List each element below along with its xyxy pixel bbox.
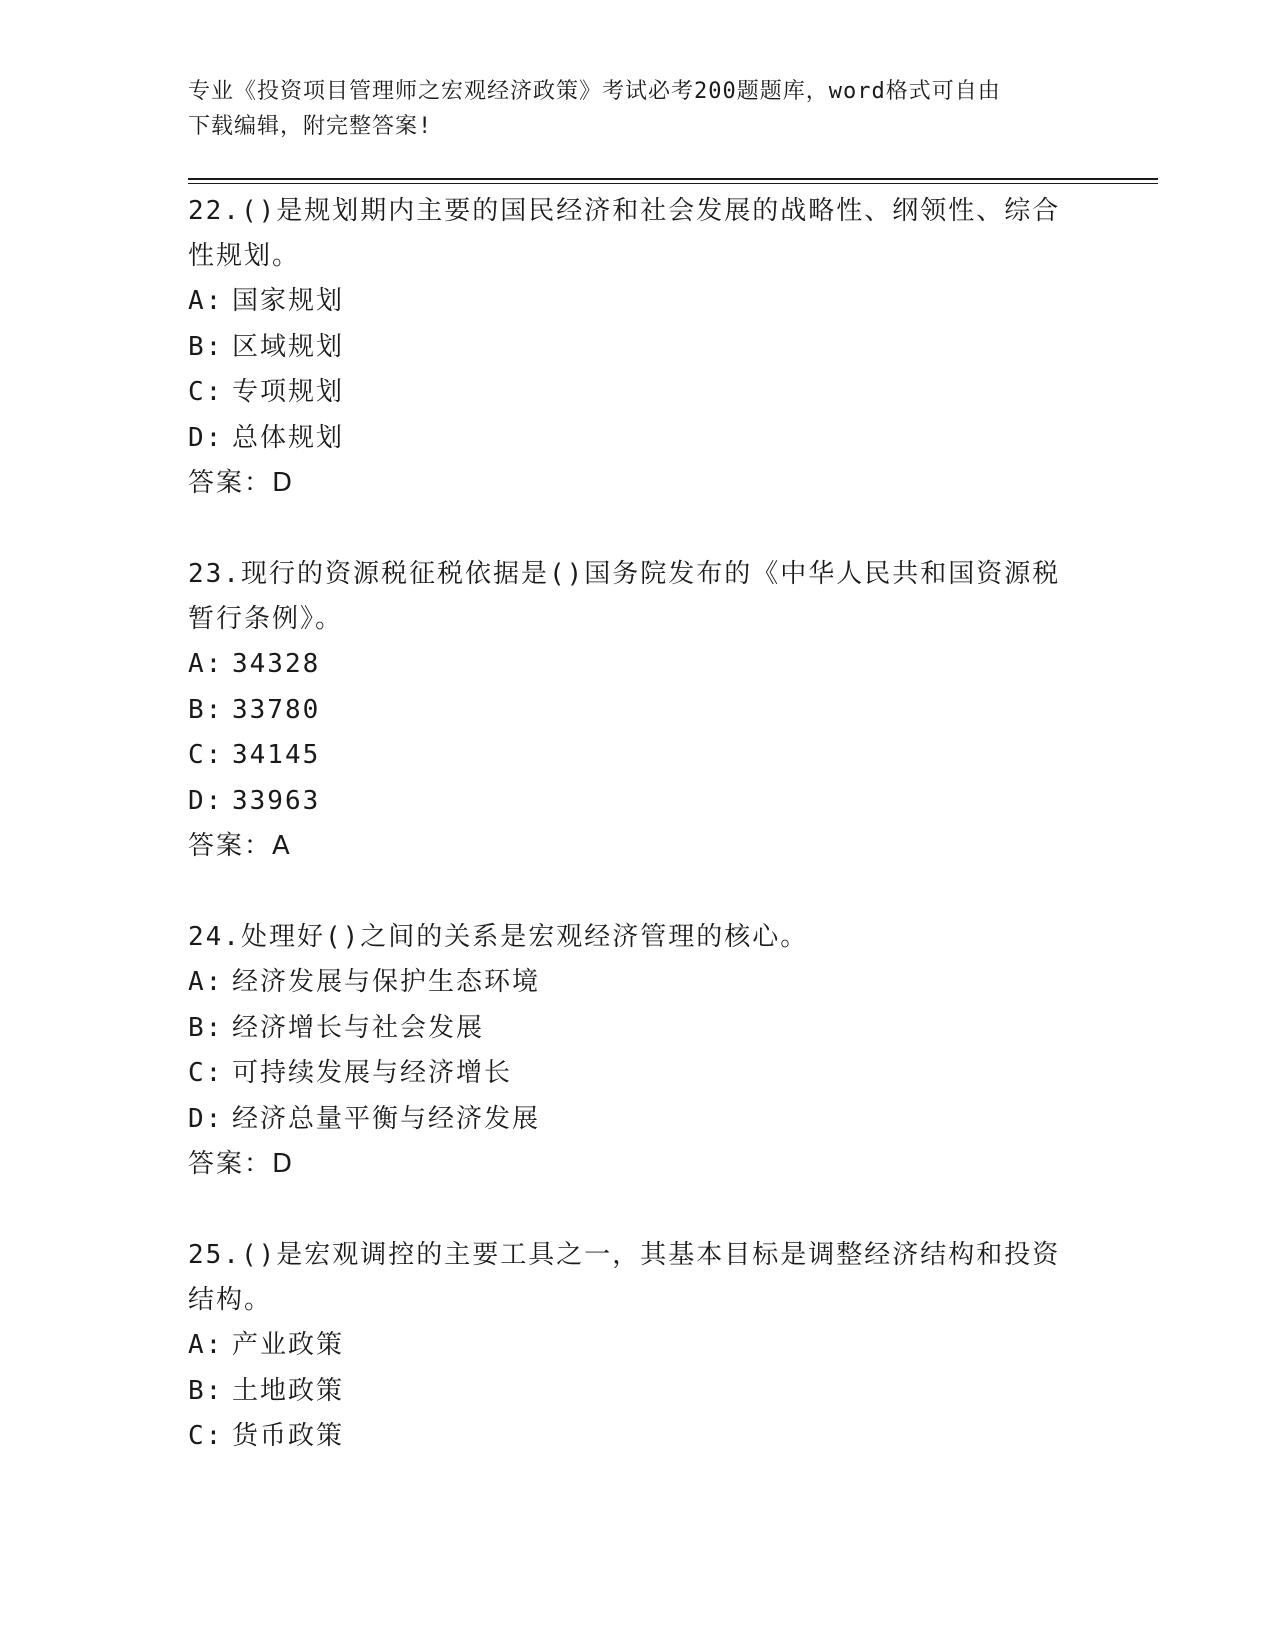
question-22 [188, 189, 1088, 507]
question-stem-line: 22.()是规划期内主要的国民经济和社会发展的战略性、纲领性、综合 [188, 196, 1061, 226]
option-a [188, 642, 1088, 688]
option-text: 专项规划 [232, 377, 345, 407]
question-stem-line: 24.处理好()之间的关系是宏观经济管理的核心。 [188, 922, 809, 952]
option-text: 总体规划 [232, 422, 345, 453]
option-text: 产业政策 [232, 1330, 345, 1360]
header-line-2: 下载编辑，附完整答案! [188, 114, 433, 139]
question-stem [188, 1233, 1088, 1323]
option-d [188, 779, 1088, 825]
option-d [188, 1097, 1088, 1143]
document-page [188, 0, 1158, 1650]
option-letter: B: [188, 1375, 224, 1406]
option-d [188, 416, 1088, 462]
option-text: 经济总量平衡与经济发展 [232, 1103, 541, 1134]
option-text: 土地政策 [232, 1375, 345, 1406]
option-c [188, 1414, 1088, 1460]
option-letter: C: [188, 377, 224, 407]
answer-line: 答案：A [188, 831, 292, 861]
option-letter: C: [188, 1058, 224, 1088]
question-24 [188, 915, 1088, 1188]
option-letter: A: [188, 286, 224, 316]
option-b [188, 1369, 1088, 1415]
option-letter: B: [188, 331, 224, 362]
question-stem-line: 结构。 [188, 1285, 273, 1315]
option-text: 可持续发展与经济增长 [232, 1058, 513, 1088]
header-divider-thick [188, 178, 1158, 180]
option-text: 经济增长与社会发展 [232, 1012, 485, 1043]
option-b [188, 688, 1088, 734]
option-c [188, 733, 1088, 779]
option-letter: A: [188, 1330, 224, 1360]
answer-line: 答案：D [188, 1149, 295, 1179]
option-letter: A: [188, 649, 224, 679]
option-letter: C: [188, 740, 224, 770]
answer-line: 答案：D [188, 468, 295, 498]
option-text: 33780 [232, 694, 321, 725]
question-stem-line: 性规划。 [188, 241, 301, 271]
question-stem [188, 189, 1088, 279]
document-header [188, 74, 1088, 144]
option-letter: D: [188, 1103, 224, 1134]
option-letter: A: [188, 967, 224, 997]
option-letter: D: [188, 785, 224, 816]
option-a [188, 279, 1088, 325]
question-stem-line: 23.现行的资源税征税依据是()国务院发布的《中华人民共和国资源税 [188, 559, 1061, 589]
question-23 [188, 552, 1088, 870]
option-c [188, 370, 1088, 416]
question-stem-line: 25.()是宏观调控的主要工具之一，其基本目标是调整经济结构和投资 [188, 1240, 1061, 1270]
option-text: 33963 [232, 785, 321, 816]
option-text: 经济发展与保护生态环境 [232, 967, 541, 997]
option-text: 国家规划 [232, 286, 345, 316]
option-text: 34328 [232, 649, 321, 679]
option-a [188, 960, 1088, 1006]
option-letter: C: [188, 1421, 224, 1451]
option-c [188, 1051, 1088, 1097]
question-stem-line: 暂行条例》。 [188, 604, 344, 634]
question-25 [188, 1233, 1088, 1460]
option-b [188, 1006, 1088, 1052]
header-line-1: 专业《投资项目管理师之宏观经济政策》考试必考200题题库，word格式可自由 [188, 79, 1001, 104]
question-stem [188, 552, 1088, 642]
option-text: 34145 [232, 740, 321, 770]
option-letter: B: [188, 694, 224, 725]
option-text: 货币政策 [232, 1421, 345, 1451]
option-b [188, 325, 1088, 371]
option-a [188, 1323, 1088, 1369]
option-letter: D: [188, 422, 224, 453]
header-divider-thin [188, 183, 1158, 184]
question-stem [188, 915, 1088, 960]
option-letter: B: [188, 1012, 224, 1043]
option-text: 区域规划 [232, 331, 345, 362]
